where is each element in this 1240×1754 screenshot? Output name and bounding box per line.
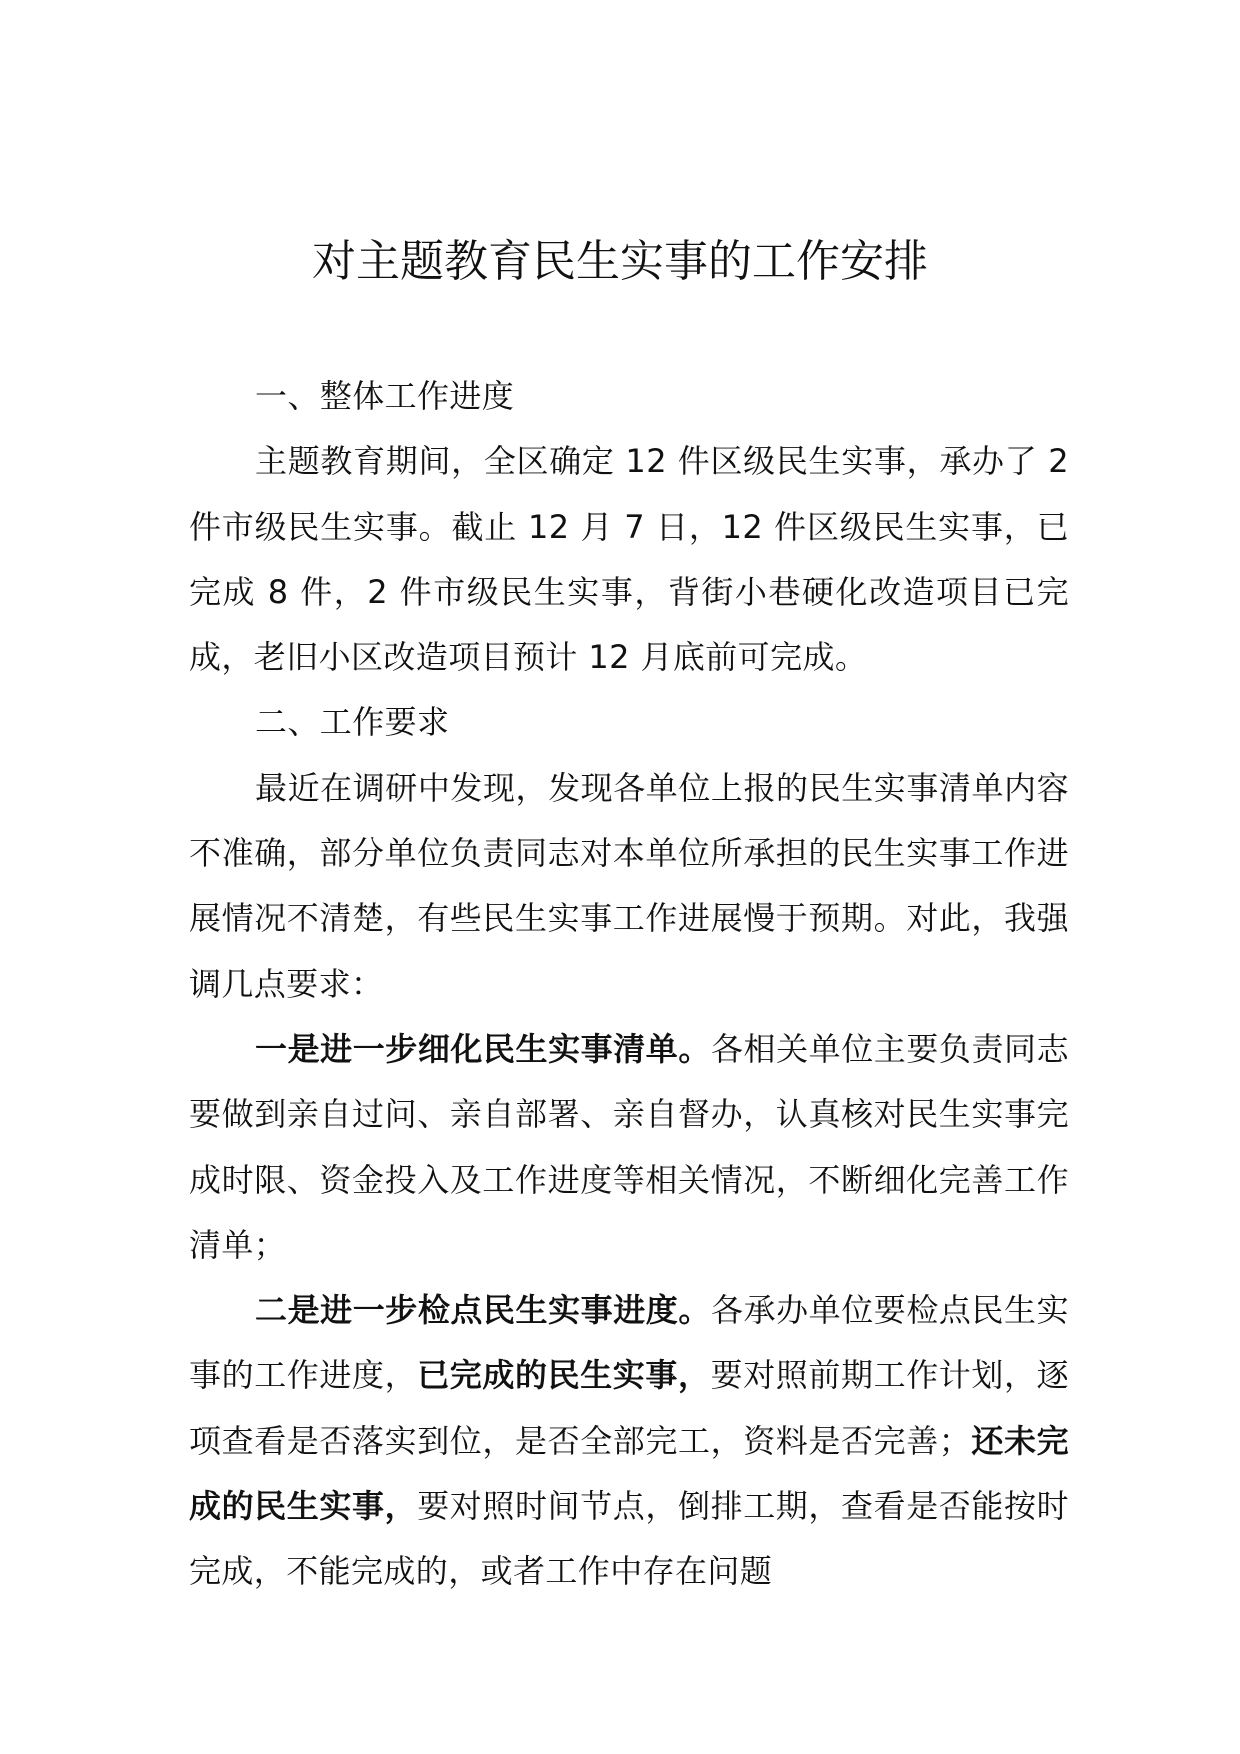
section-heading-requirements: 二、工作要求: [255, 703, 450, 742]
document-title: 对主题教育民生实事的工作安排: [312, 236, 928, 287]
item-2-text-a: 各承办单位要检点民生实事的工作进度，: [189, 1291, 1069, 1395]
document-body: [189, 364, 1069, 1605]
item-2-text-c: 要对照前期工作计划，逐项查看是否落实到位，是否全部完工，资料是否完善；: [189, 1356, 1069, 1460]
paragraph-item-2: [189, 1278, 1069, 1604]
item-2-completed-label: 已完成的民生实事，: [417, 1356, 711, 1395]
item-2-lead: 二是进一步检点民生实事进度。: [255, 1291, 711, 1330]
item-1-lead: 一是进一步细化民生实事清单。: [255, 1029, 711, 1068]
section-heading-progress: 一、整体工作进度: [255, 377, 515, 415]
paragraph-item-1: [189, 1017, 1069, 1278]
paragraph-findings: 最近在调研中发现，发现各单位上报的民生实事清单内容不准确，部分单位负责同志对本单位所承担的民生实事工作进展情况不清楚，有些民生实事工作进展慢于预期。对此，我强调几点要求：: [189, 768, 1069, 1003]
item-2-unfinished-label: 还未完成的民生实事，: [189, 1421, 1070, 1526]
paragraph-progress: 主题教育期间，全区确定 12 件区级民生实事，承办了 2 件市级民生实事。截止 12 月 7 日，12 件区级民生实事，已完成 8 件，2 件市级民生实事，背街小巷硬化改造项目已完成，老旧小区改造项目预计 12 月底前可完成。: [189, 442, 1069, 677]
item-2-text-e: 要对照时间节点，倒排工期，查看是否能按时完成，不能完成的，或者工作中存在问题: [189, 1487, 1069, 1591]
item-1-text: 各相关单位主要负责同志要做到亲自过问、亲自部署、亲自督办，认真核对民生实事完成时限、资金投入及工作进度等相关情况，不断细化完善工作清单；: [189, 1029, 1069, 1264]
